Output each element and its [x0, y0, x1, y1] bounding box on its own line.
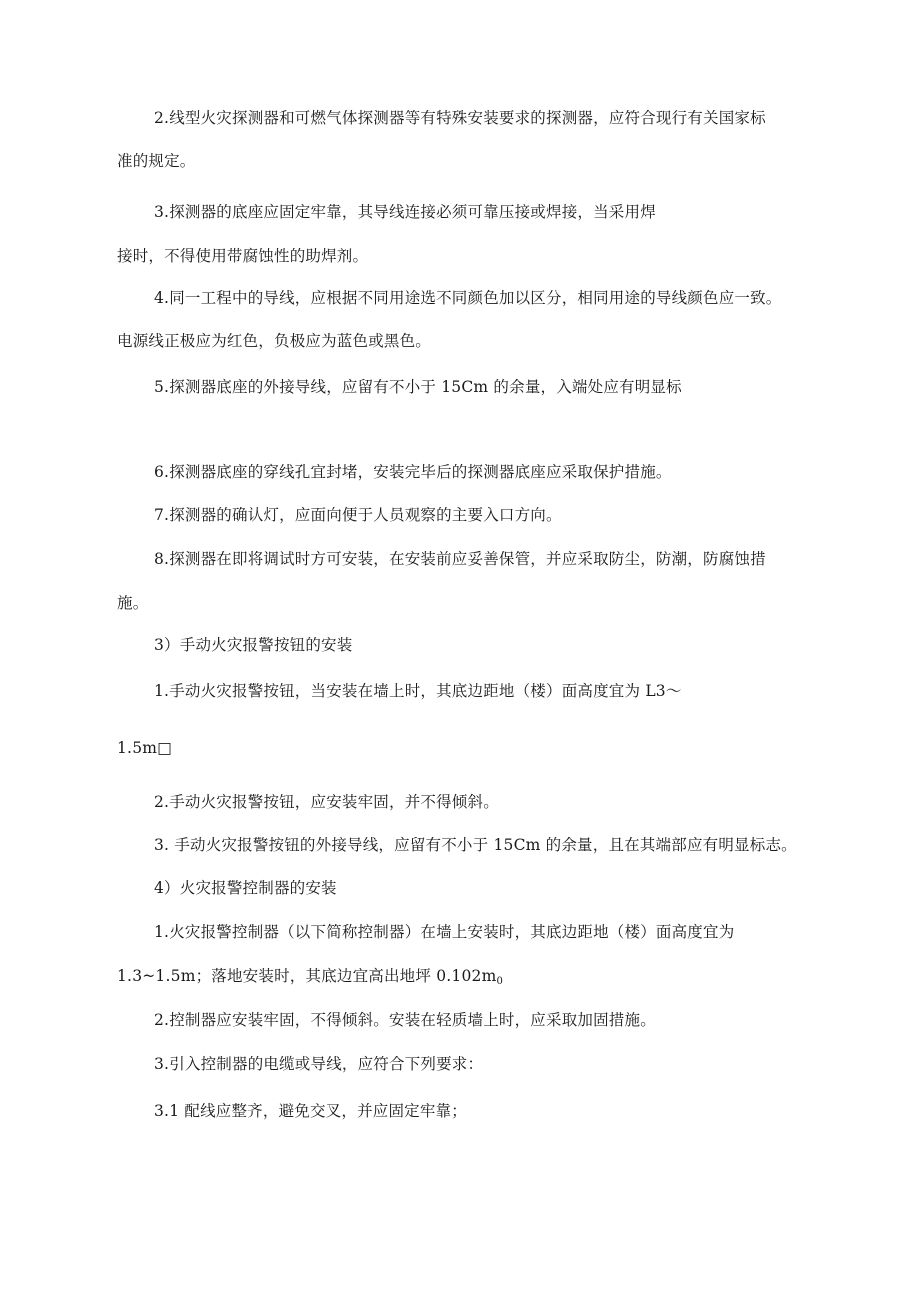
section-heading: 3）手动火灾报警按钮的安装: [154, 636, 353, 654]
paragraph-line: 4.同一工程中的导线，应根据不同用途选不同颜色加以区分，相同用途的导线颜色应一致。: [154, 289, 782, 307]
paragraph-line: 3.1 配线应整齐，避免交叉，并应固定牢靠；: [154, 1102, 467, 1120]
paragraph-line: 2.线型火灾探测器和可燃气体探测器等有特殊安装要求的探测器，应符合现行有关国家标: [154, 109, 766, 127]
section-heading: 4）火灾报警控制器的安装: [154, 879, 337, 897]
paragraph-line: 准的规定。: [117, 152, 196, 170]
paragraph-line: 8.探测器在即将调试时方可安装，在安装前应妥善保管，并应采取防尘，防潮，防腐蚀措: [154, 550, 766, 568]
subscript-text: 0: [496, 976, 504, 987]
paragraph-line: 2.手动火灾报警按钮，应安装牢固，并不得倾斜。: [154, 793, 499, 811]
paragraph-line: [117, 966, 503, 992]
paragraph-text: 1.3~1.5m；落地安装时，其底边宜高出地坪 0.102m: [117, 967, 497, 985]
paragraph-line: 电源线正极应为红色，负极应为蓝色或黑色。: [117, 332, 432, 350]
paragraph-line: 1.火灾报警控制器（以下简称控制器）在墙上安装时，其底边距地（楼）面高度宜为: [154, 923, 735, 941]
paragraph-line: 1.5m□: [117, 739, 172, 757]
paragraph-line: 5.探测器底座的外接导线，应留有不小于 15Cm 的余量，入端处应有明显标: [154, 378, 682, 396]
paragraph-line: 3. 手动火灾报警按钮的外接导线，应留有不小于 15Cm 的余量，且在其端部应有明显标志。: [154, 836, 797, 854]
paragraph-line: 施。: [117, 594, 149, 612]
paragraph-line: 6.探测器底座的穿线孔宜封堵，安装完毕后的探测器底座应采取保护措施。: [154, 463, 672, 481]
paragraph-line: 2.控制器应安装牢固，不得倾斜。安装在轻质墙上时，应采取加固措施。: [154, 1011, 656, 1029]
paragraph-line: 7.探测器的确认灯，应面向便于人员观察的主要入口方向。: [154, 506, 562, 524]
paragraph-line: 3.探测器的底座应固定牢靠，其导线连接必须可靠压接或焊接，当采用焊: [154, 203, 656, 221]
paragraph-line: 接时，不得使用带腐蚀性的助焊剂。: [117, 247, 369, 265]
paragraph-line: 3.引入控制器的电缆或导线，应符合下列要求：: [154, 1055, 484, 1073]
paragraph-line: 1.手动火灾报警按钮，当安装在墙上时，其底边距地（楼）面高度宜为 L3～: [154, 682, 682, 700]
